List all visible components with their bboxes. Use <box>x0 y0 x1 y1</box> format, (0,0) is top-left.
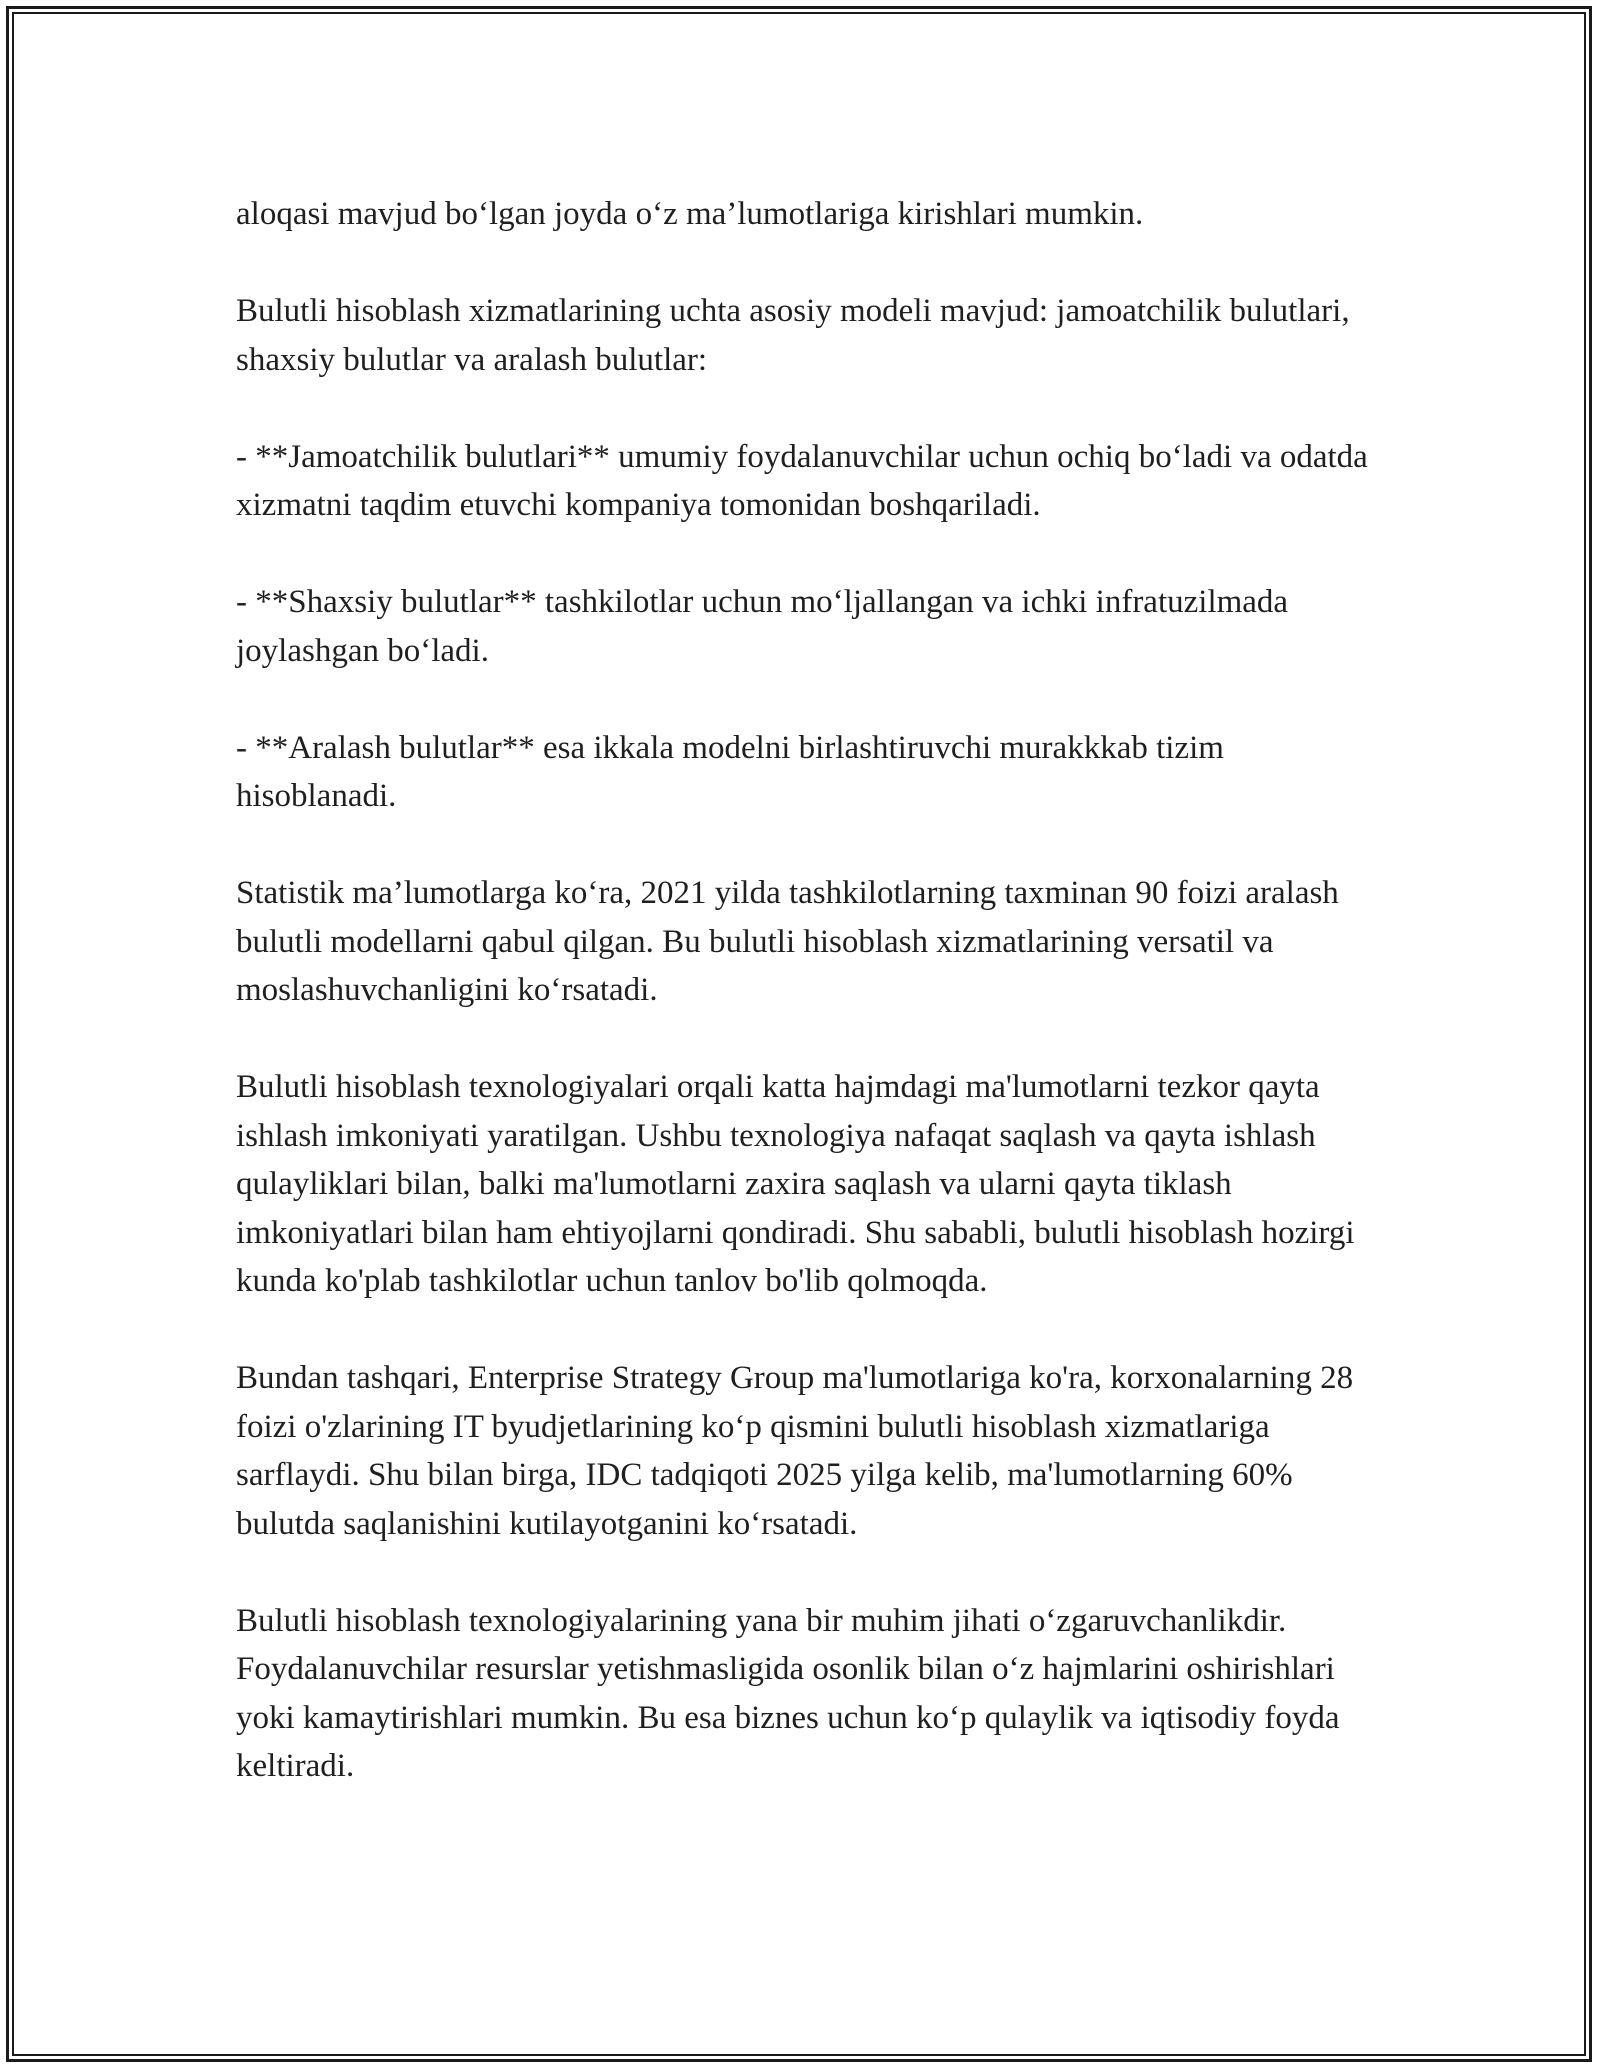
paragraph: Statistik ma’lumotlarga ko‘ra, 2021 yilda tashkilotlarning taxminan 90 foizi aralash bulutli modellarni qabul qilgan. Bu bulutli hisoblash xizmatlarining versatil va moslashuvchanligini ko‘rsatadi. <box>236 875 1339 1008</box>
paragraph: aloqasi mavjud bo‘lgan joyda o‘z ma’lumotlariga kirishlari mumkin. <box>236 196 1144 232</box>
paragraph: Bulutli hisoblash texnologiyalarining yana bir muhim jihati o‘zgaruvchanlikdir. Foydalanuvchilar resurslar yetishmasligida osonlik bilan o‘z hajmlarini oshirishlari yoki kamaytirishlari mumkin. Bu esa biznes uchun ko‘p qulaylik va iqtisodiy foyda keltiradi. <box>236 1602 1340 1784</box>
paragraph: Bulutli hisoblash xizmatlarining uchta asosiy modeli mavjud: jamoatchilik bulutlari, shaxsiy bulutlar va aralash bulutlar: <box>236 293 1350 378</box>
paragraph: Bundan tashqari, Enterprise Strategy Group ma'lumotlariga ko'ra, korxonalarning 28 foizi o'zlarining IT byudjetlarining ko‘p qismini bulutli hisoblash xizmatlariga sarflaydi. Shu bilan birga, IDC tadqiqoti 2025 yilga kelib, ma'lumotlarning 60% bulutda saqlanishini kutilayotganini ko‘rsatadi. <box>236 1360 1354 1542</box>
list-item: - **Aralash bulutlar** esa ikkala modelni birlashtiruvchi murakkkab tizim hisoblanadi. <box>236 729 1224 814</box>
paragraph: Bulutli hisoblash texnologiyalari orqali katta hajmdagi ma'lumotlarni tezkor qayta ishlash imkoniyati yaratilgan. Ushbu texnologiya nafaqat saqlash va qayta ishlash qulayliklari bilan, balki ma'lumotlarni zaxira saqlash va ularni qayta tiklash imkoniyatlari bilan ham ehtiyojlarni qondiradi. Shu sababli, bulutli hisoblash hozirgi kunda ko'plab tashkilotlar uchun tanlov bo'lib qolmoqda. <box>236 1069 1355 1299</box>
list-item: - **Jamoatchilik bulutlari** umumiy foydalanuvchilar uchun ochiq bo‘ladi va odatda xizmatni taqdim etuvchi kompaniya tomonidan boshqariladi. <box>236 438 1368 523</box>
document-body <box>236 190 1386 1839</box>
list-item: - **Shaxsiy bulutlar** tashkilotlar uchun mo‘ljallangan va ichki infratuzilmada joylashgan bo‘ladi. <box>236 584 1289 669</box>
